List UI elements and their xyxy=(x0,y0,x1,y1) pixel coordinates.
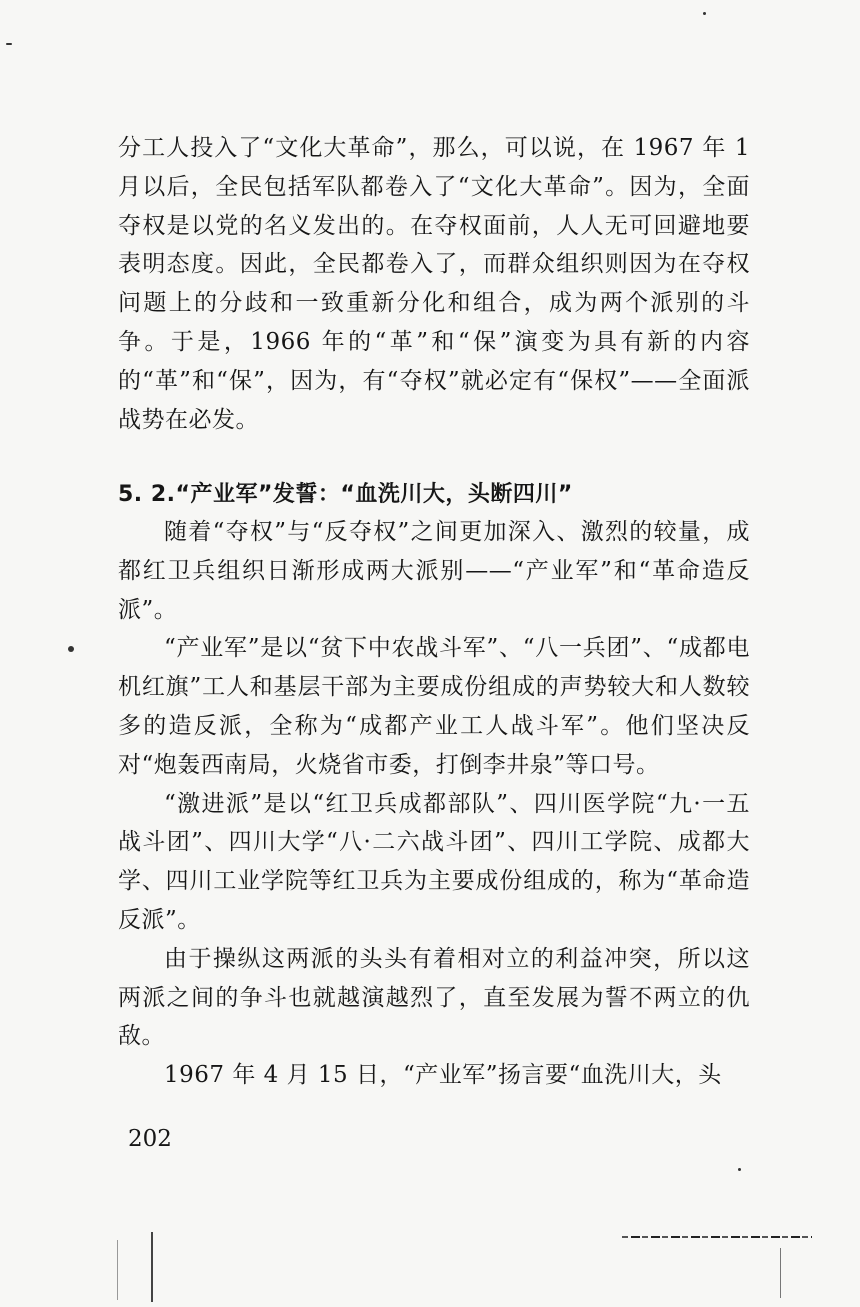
scan-edge-line xyxy=(780,1248,781,1298)
section-heading: 5. 2.“产业军”发誓：“血洗川大，头断四川” xyxy=(118,482,573,507)
paragraph-text: 由于操纵这两派的头头有着相对立的利益冲突，所以这两派之间的争斗也就越演越烈了，直至发展为誓不两立的仇敌。 xyxy=(118,945,750,1050)
scan-edge-line xyxy=(622,1236,812,1238)
paragraph-text: “产业军”是以“贫下中农战斗军”、“八一兵团”、“成都电机红旗”工人和基层干部为主要成份组成的声势较大和人数较多的造反派，全称为“成都产业工人战斗军”。他们坚决反对“炮轰西南局，火烧省市委，打倒李井泉”等口号。 xyxy=(118,635,750,778)
paragraph-text: 1967 年 4 月 15 日，“产业军”扬言要“血洗川大，头 xyxy=(164,1062,722,1089)
scan-speck xyxy=(68,646,74,652)
section-body xyxy=(118,513,750,1095)
paragraph-text: 分工人投入了“文化大革命”，那么，可以说，在 1967 年 1 月以后，全民包括军队都卷入了“文化大革命”。因为，全面夺权是以党的名义发出的。在夺权面前，人人无可回避地要表明态度。因此，全民都卷入了，而群众组织则因为在夺权问题上的分歧和一致重新分化和组合，成为两个派别的斗争。于是，1966 年的“革”和“保”演变为具有新的内容的“革”和“保”，因为，有“夺权”就必定有“保权”——全面派战势在必发。 xyxy=(118,135,750,433)
intro-paragraph xyxy=(118,129,750,439)
paragraph-text: 随着“夺权”与“反夺权”之间更加深入、激烈的较量，成都红卫兵组织日渐形成两大派别——“产业军”和“革命造反派”。 xyxy=(118,519,750,623)
paragraph-text: “激进派”是以“红卫兵成都部队”、四川医学院“九·一五战斗团”、四川大学“八·二六战斗团”、四川工学院、成都大学、四川工业学院等红卫兵为主要成份组成的，称为“革命造反派”。 xyxy=(118,790,750,933)
scan-speck xyxy=(6,43,12,45)
page-number: 202 xyxy=(128,1126,172,1152)
scan-speck xyxy=(703,12,706,15)
scan-edge-line xyxy=(117,1240,118,1300)
scan-speck xyxy=(738,1168,741,1171)
scan-edge-line xyxy=(151,1232,153,1302)
